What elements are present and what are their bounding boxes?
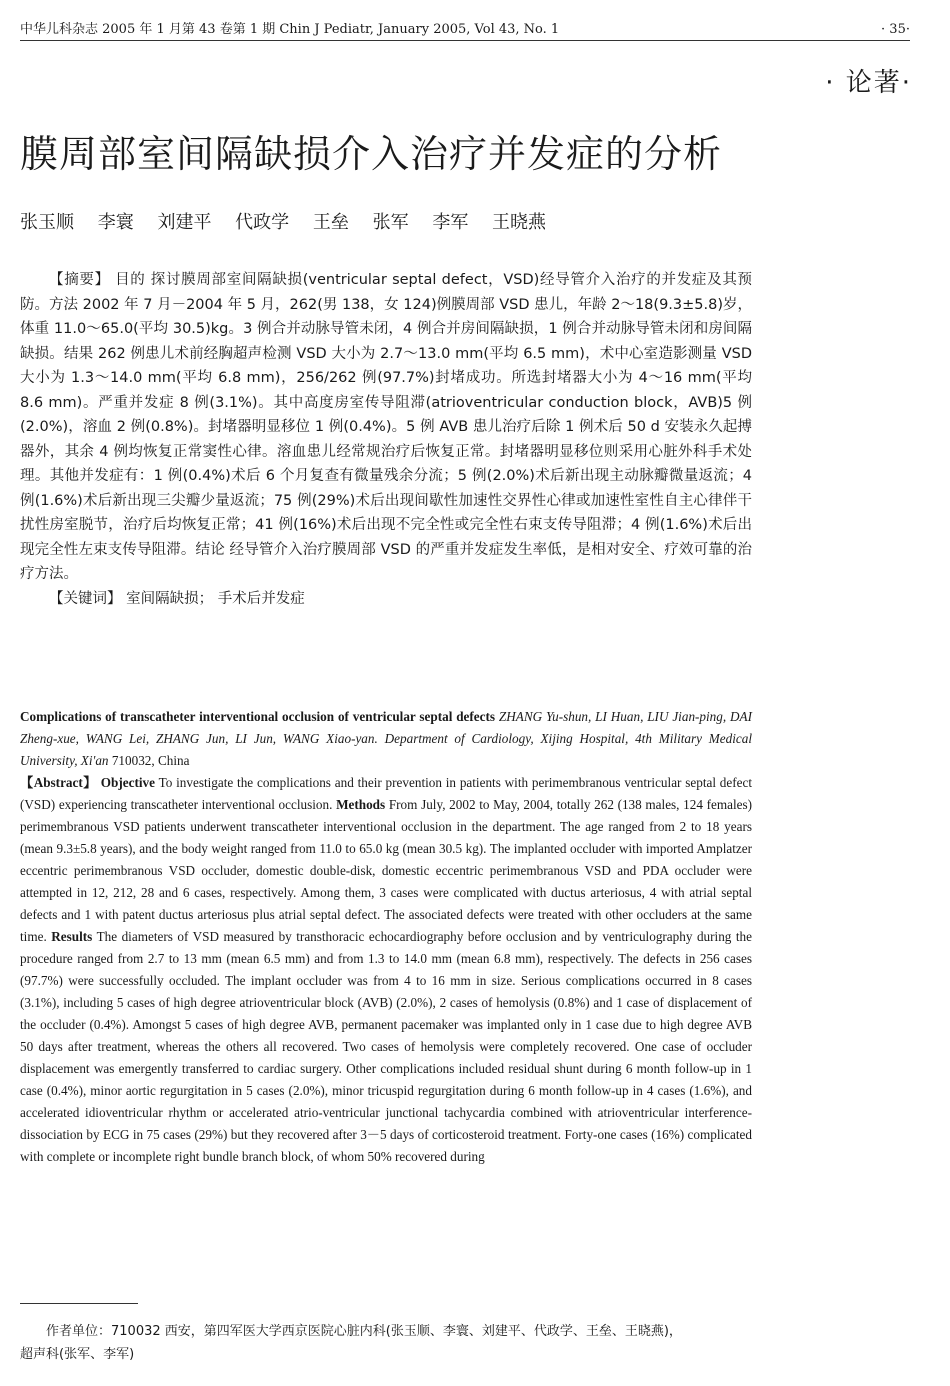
abstract-text: 目的 探讨膜周部室间隔缺损(ventricular septal defect，VSD)经导管介入治疗的并发症及其预防。方法 2002 年 7 月－2004 年 5 月，262(男 138，女 124)例膜周部 VSD 患儿，年龄 2～18(9.3±5.8)岁，体重 11.0～65.0(平均 30.5)kg。3 例合并动脉导管未闭，4 例合并房间隔缺损，1 例合并动脉导管未闭和房间隔缺损。结果 262 例患儿术前经胸超声检测 VSD 大小为 2.7～13.0 mm(平均 6.5 mm)，术中心室造影测量 VSD 大小为 1.3～14.0 mm(平均 6.8 mm)，256/262 例(97.7%)封堵成功。所选封堵器大小为 4～16 mm(平均 8.6 mm)。严重并发症 8 例(3.1%)。其中高度房室传导阻滞(atrioventricular conduction block，AVB)5 例(2.0%)，溶血 2 例(0.8%)。封堵器明显移位 1 例(0.4%)。5 例 AVB 患儿治疗后除 1 例术后 50 d 安装永久起搏器外，其余 4 例均恢复正常窦性心律。溶血患儿经常规治疗后恢复正常。封堵器明显移位则采用心脏外科手术处理。其他并发症有：1 例(0.4%)术后 6 个月复查有微量残余分流；5 例(2.0%)术后新出现主动脉瓣微量返流；4 例(1.6%)术后新出现三尖瓣少量返流；75 例(29%)术后出现间歇性加速性交界性心律或加速性室性自主心律伴干扰性房室脱节，治疗后均恢复正常；41 例(16%)术后出现不完全性或完全性右束支传导阻滞；4 例(1.6%)术后出现完全性左束支传导阻滞。结论 经导管介入治疗膜周部 VSD 的严重并发症发生率低，是相对安全、疗效可靠的治疗方法。 bbox=[20, 272, 753, 582]
english-title: Complications of transcatheter interventional occlusion of ventricular septal defects bbox=[20, 709, 496, 724]
author-list: 张玉顺 李寰 刘建平 代政学 王垒 张军 李军 王晓燕 bbox=[20, 212, 547, 233]
section-tag: · 论著· bbox=[825, 68, 912, 98]
footnote-line-1: 作者单位：710032 西安，第四军医大学西京医院心脏内科(张玉顺、李寰、刘建平、代政学、王垒、王晓燕)， bbox=[46, 1324, 682, 1339]
results-label: Results bbox=[51, 929, 93, 944]
chinese-abstract bbox=[20, 268, 752, 611]
abstract-label: 【摘要】 bbox=[49, 272, 110, 288]
english-abstract-body bbox=[20, 772, 752, 1168]
english-affiliation: Department of Cardiology, Xijing Hospital, 4th Military Medical University, Xi'an bbox=[20, 731, 752, 768]
chinese-keywords bbox=[20, 587, 752, 612]
page-number: · 35· bbox=[881, 22, 910, 37]
objective-label: Objective bbox=[100, 775, 155, 790]
footnote-rule bbox=[20, 1303, 138, 1304]
chinese-abstract-body bbox=[20, 268, 752, 587]
english-authors: ZHANG Yu-shun, LI Huan, LIU Jian-ping, DAI Zheng-xue, WANG Lei, ZHANG Jun, LI Jun, WANG Xiao-yan. bbox=[20, 709, 752, 746]
footnote-line-2: 超声科(张军、李军) bbox=[20, 1347, 135, 1362]
keywords-text: 室间隔缺损； 手术后并发症 bbox=[126, 590, 305, 607]
journal-citation: 中华儿科杂志 2005 年 1 月第 43 卷第 1 期 Chin J Pediatr, January 2005, Vol 43, No. 1 bbox=[20, 22, 560, 37]
running-head bbox=[20, 20, 910, 41]
english-postcode: 710032, China bbox=[111, 753, 190, 768]
objective-text: To investigate the complications and their prevention in patients with perimembranous ventricular septal defect (VSD) experiencing transcatheter interventional occlusion. bbox=[20, 775, 753, 812]
keywords-label: 【关键词】 bbox=[49, 590, 122, 607]
methods-text: From July, 2002 to May, 2004, totally 262 (138 males, 124 females) perimembranous VSD patients underwent transcatheter interventional occlusion in the department. The age ranged from 2 to 18 years (mean 9.3±5.8 years), and the body weight ranged from 11.0 to 65.0 kg (mean 30.5 kg). The implanted occluder with imported Amplatzer eccentric perimembranous VSD occluder, domestic double-disk, domestic eccentric perimembranous VSD and PDA occluder were attempted in 12, 212, 28 and 6 cases, respectively. Among them, 3 cases were complicated with ductus arteriosus, 4 with atrial septal defects and 1 with patent ductus arteriosus plus atrial septal defect. The associated defects were treated with other occluders at the same time. bbox=[20, 797, 752, 944]
article-title: 膜周部室间隔缺损介入治疗并发症的分析 bbox=[20, 132, 723, 176]
english-abstract bbox=[20, 706, 752, 1168]
results-text: The diameters of VSD measured by transthoracic echocardiography before occlusion and by ventriculography during the procedure ranged from 2.7 to 13 mm (mean 6.5 mm) and from 1.3 to 14.0 mm (mean 6.8 mm), respectively. The defects in 256 cases (97.7%) were successfully occluded. The implant occluder was from 4 to 16 mm in size. Serious complications occurred in 8 cases (3.1%), including 5 cases of high degree atrioventricular block (AVB) (2.0%), 2 cases of hemolysis (0.8%) and 1 case of displacement of the occluder (0.4%). Amongst 5 cases of high degree AVB, permanent pacemaker was implanted only in 1 case due to high degree AVB 50 days after treatment, whereas the others all recovered. Two cases of hemolysis were completely recovered. One case of occluder displacement was emergently transferred to cardiac surgery. Other complications included residual shunt during 6 month follow-up in 1 case (0.4%), minor aortic regurgitation in 5 cases (2.0%), minor tricuspid regurgitation during 6 month follow-up in 4 cases (1.6%), and accelerated idioventricular rhythm or accelerated atrio-ventricular junctional tachycardia combined with atrioventricular interference-dissociation by ECG in 75 cases (29%) but they recovered after 3－5 days of corticosteroid treatment. Forty-one cases (16%) complicated with complete or incomplete right bundle branch block, of whom 50% recovered during bbox=[20, 929, 753, 1164]
footnote bbox=[20, 1320, 760, 1366]
methods-label: Methods bbox=[336, 797, 386, 812]
english-header bbox=[20, 706, 752, 772]
english-abstract-label: 【Abstract】 bbox=[20, 775, 97, 790]
